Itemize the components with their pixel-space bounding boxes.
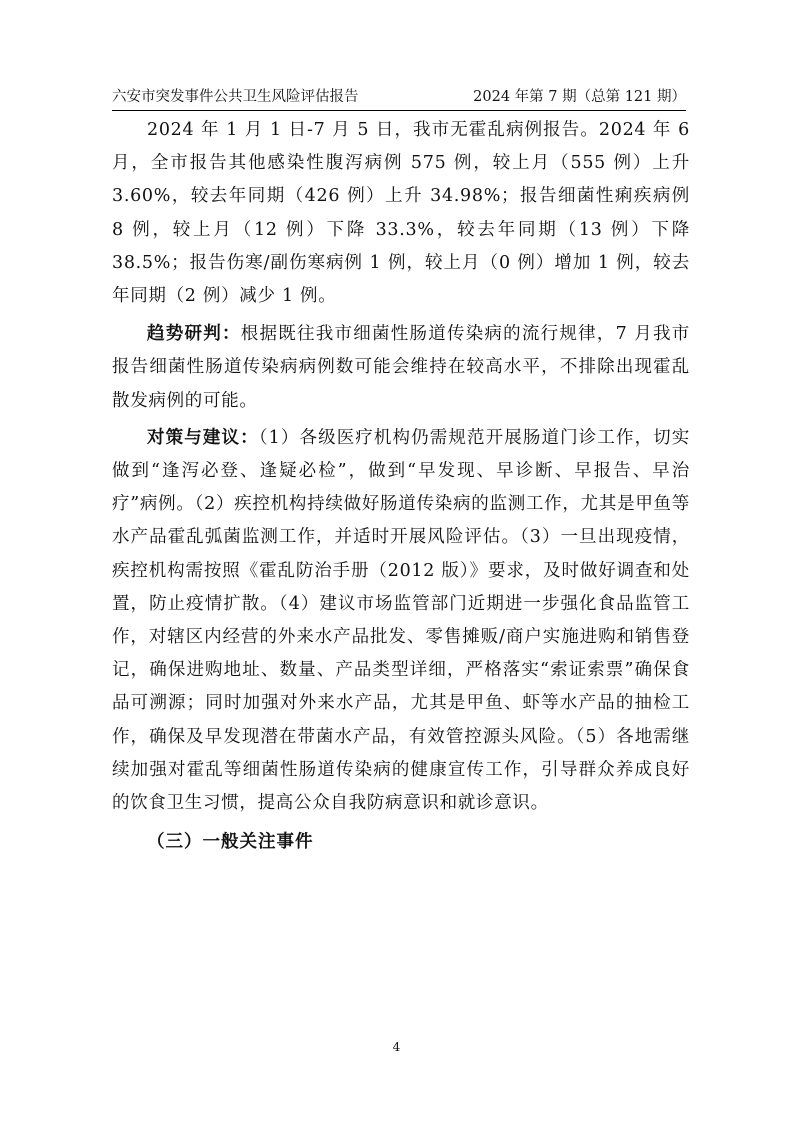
trend-analysis-label: 趋势研判：	[147, 324, 241, 345]
page-number: 4	[392, 1040, 401, 1054]
header-report-title: 六安市突发事件公共卫生风险评估报告	[112, 89, 359, 105]
section-heading: （三）一般关注事件	[147, 832, 314, 853]
body-content	[112, 114, 690, 860]
recommendations-paragraph	[112, 422, 690, 820]
recommendations-label: 对策与建议：	[147, 427, 259, 448]
cholera-statistics-paragraph: 2024 年 1 月 1 日-7 月 5 日，我市无霍乱病例报告。2024 年 6 月，全市报告其他感染性腹泻病例 575 例，较上月（555 例）上升 3.60%，较去年同期（426 例）上升 34.98%；报告细菌性痢疾病例 8 例，较上月（12 例）下降 33.3%，较去年同期（13 例）下降 38.5%；报告伤寒/副伤寒病例 1 例，较上月（0 例）增加 1 例，较去年同期（2 例）减少 1 例。	[112, 120, 690, 307]
page-header	[112, 84, 686, 111]
trend-analysis-text: 根据既往我市细菌性肠道传染病的流行规律，7 月我市报告细菌性肠道传染病病例数可能会维持在较高水平，不排除出现霍乱散发病例的可能。	[112, 324, 690, 411]
trend-analysis-paragraph	[112, 318, 690, 418]
header-issue-number: 2024 年第 7 期（总第 121 期）	[473, 89, 686, 105]
recommendations-text: （1）各级医疗机构仍需规范开展肠道门诊工作，切实做到“逢泻必登、逢疑必检”，做到“早发现、早诊断、早报告、早治疗”病例。（2）疾控机构持续做好肠道传染病的监测工作，尤其是甲鱼等水产品霍乱弧菌监测工作，并适时开展风险评估。（3）一旦出现疫情，疾控机构需按照《霍乱防治手册（2012 版）》要求，及时做好调查和处置，防止疫情扩散。（4）建议市场监管部门近期进一步强化食品监管工作，对辖区内经营的外来水产品批发、零售摊贩/商户实施进购和销售登记，确保进购地址、数量、产品类型详细，严格落实“索证索票”确保食品可溯源；同时加强对外来水产品，尤其是甲鱼、虾等水产品的抽检工作，确保及早发现潜在带菌水产品，有效管控源头风险。（5）各地需继续加强对霍乱等细菌性肠道传染病的健康宣传工作，引导群众养成良好的饮食卫生习惯，提高公众自我防病意识和就诊意识。	[112, 427, 691, 814]
